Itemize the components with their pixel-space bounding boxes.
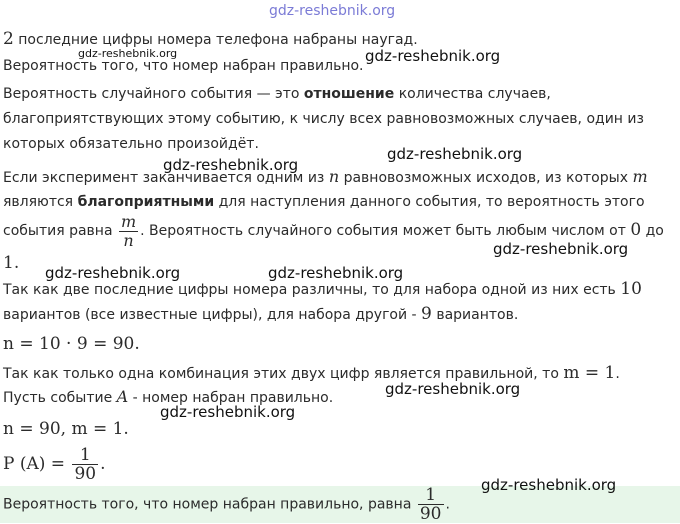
- problem-line-1: [3, 30, 418, 49]
- theory-text: . Вероятность случайного события может быть любым числом от: [140, 223, 631, 239]
- solution-text: Пусть событие: [3, 390, 117, 406]
- solution-text: вариантов (все известные цифры), для набора другой -: [3, 307, 422, 323]
- equation-probability: [3, 446, 105, 483]
- watermark: gdz-reshebnik.org: [45, 264, 181, 282]
- var-n: n: [328, 167, 340, 186]
- watermark: gdz-reshebnik.org: [493, 240, 629, 258]
- answer-fraction: [418, 486, 444, 523]
- answer-line: [3, 486, 450, 523]
- fraction-numerator: 1: [79, 445, 91, 465]
- fraction-one-over-ninety: [72, 446, 98, 483]
- problem-line-2: Вероятность того, что номер набран правильно.: [3, 58, 364, 74]
- fraction-numerator: m: [120, 211, 137, 231]
- event-a: A: [116, 387, 129, 406]
- equation-n: n = 10 · 9 = 90.: [3, 334, 140, 354]
- fraction-m-over-n: [119, 213, 138, 250]
- watermark: gdz-reshebnik.org: [163, 156, 299, 174]
- fraction-denominator: 90: [74, 464, 97, 484]
- equation-values: n = 90, m = 1.: [3, 419, 129, 439]
- var-m: m: [632, 167, 648, 186]
- watermark: gdz-reshebnik.org: [268, 264, 404, 282]
- theory-text: события равна: [3, 223, 117, 239]
- period: .: [445, 496, 450, 513]
- theory-text: равновозможных исходов, из которых: [339, 170, 633, 186]
- digit-count: 2: [3, 29, 14, 49]
- answer-text: Вероятность того, что номер набран правильно, равна: [3, 496, 416, 513]
- theory-line-5: [3, 193, 645, 211]
- fraction-denominator: 90: [419, 504, 442, 524]
- theory-line-4: [3, 168, 648, 187]
- watermark: gdz-reshebnik.org: [365, 47, 501, 65]
- value-ten: 10: [620, 279, 642, 299]
- theory-text: Если эксперимент заканчивается одним из: [3, 170, 329, 186]
- watermark: gdz-reshebnik.org: [160, 403, 296, 421]
- theory-text: до: [641, 223, 664, 239]
- watermark: gdz-reshebnik.org: [385, 380, 521, 398]
- bold-term: отношение: [303, 86, 395, 102]
- theory-text: для наступления данного события, то вероятность этого: [214, 194, 645, 210]
- bold-term: благоприятными: [77, 194, 215, 210]
- solution-line-2: [3, 305, 518, 324]
- solution-text: Так как только одна комбинация этих двух цифр является правильной, то: [3, 366, 564, 382]
- solution-text: - номер набран правильно.: [128, 390, 334, 406]
- solution-line-1: [3, 280, 642, 299]
- problem-text: последние цифры номера телефона набраны наугад.: [13, 32, 418, 48]
- fraction-numerator: 1: [425, 485, 437, 505]
- equation-m: m = 1: [563, 363, 616, 383]
- theory-text: Вероятность случайного события — это: [3, 86, 304, 102]
- value-nine: 9: [421, 304, 432, 324]
- period: .: [100, 454, 106, 474]
- theory-line-3: которых обязательно произойдёт.: [3, 136, 259, 152]
- watermark: gdz-reshebnik.org: [78, 47, 178, 60]
- solution-text: вариантов.: [431, 307, 519, 323]
- theory-line-7: 1.: [3, 253, 20, 273]
- solution-line-3: [3, 364, 620, 383]
- solution-text: .: [615, 366, 620, 382]
- probability-lhs: P (A) =: [3, 454, 71, 474]
- theory-line-2: благоприятствующих этому событию, к числу всех равновозможных случаев, один из: [3, 111, 644, 127]
- theory-text: являются: [3, 194, 78, 210]
- theory-text: количества случаев,: [394, 86, 551, 102]
- watermark: gdz-reshebnik.org: [387, 145, 523, 163]
- solution-text: Так как две последние цифры номера различны, то для набора одной из них есть: [3, 282, 621, 298]
- watermark-top: gdz-reshebnik.org: [269, 3, 396, 19]
- theory-line-1: [3, 85, 551, 103]
- zero-value: 0: [630, 220, 642, 240]
- watermark: gdz-reshebnik.org: [481, 476, 617, 494]
- fraction-denominator: n: [119, 231, 138, 250]
